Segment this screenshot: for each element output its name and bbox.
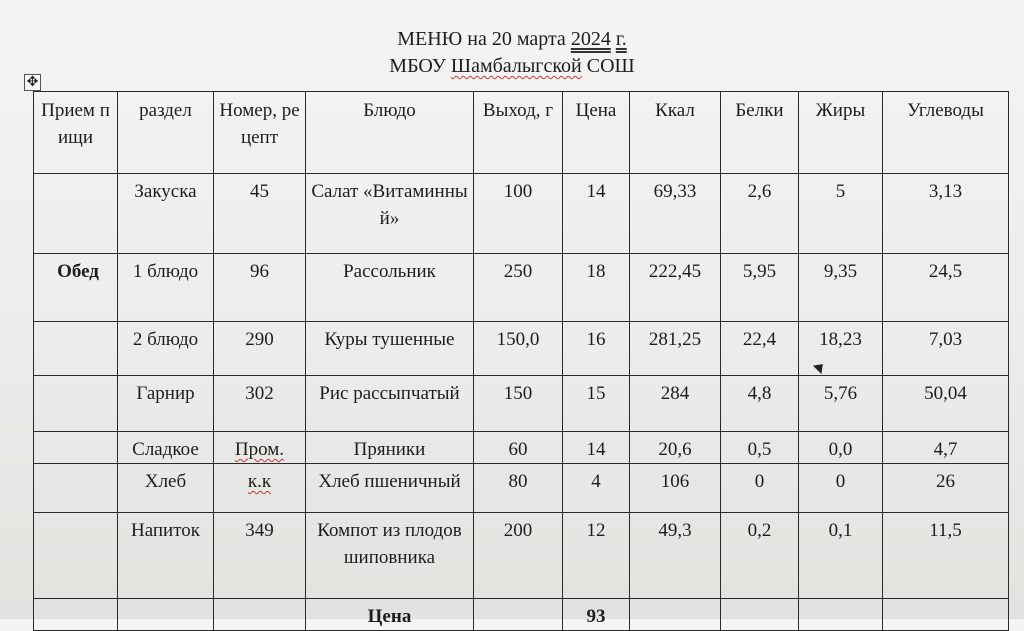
total-empty-cell — [721, 599, 799, 631]
cell-fat: 0,1 — [799, 513, 883, 599]
cell-carbs: 4,7 — [883, 432, 1009, 464]
cell-price: 15 — [563, 376, 630, 432]
school-name-prefix: МБОУ — [389, 55, 446, 77]
cell-dish: Пряники — [306, 432, 474, 464]
menu-title-year: 2024 — [570, 28, 611, 50]
school-name-main: Шамбалыгской — [450, 55, 582, 77]
cell-recipe: 45 — [214, 174, 306, 254]
total-empty-cell — [883, 599, 1009, 631]
cell-fat: 9,35 — [799, 254, 883, 322]
cell-carbs: 26 — [883, 464, 1009, 513]
cell-output: 100 — [474, 174, 563, 254]
cell-recipe: 290 — [214, 322, 306, 376]
total-price: 93 — [563, 599, 630, 631]
cell-kcal: 106 — [630, 464, 721, 513]
table-move-icon[interactable]: ✥ — [24, 74, 41, 91]
cell-fat: 0 — [799, 464, 883, 513]
cell-protein: 4,8 — [721, 376, 799, 432]
col-header-output: Выход, г — [474, 92, 563, 174]
cell-meal — [34, 432, 118, 464]
cell-recipe-text: к.к — [247, 471, 272, 492]
cell-price: 14 — [563, 174, 630, 254]
menu-title — [0, 27, 1024, 51]
cell-dish: Хлеб пшеничный — [306, 464, 474, 513]
col-header-fat: Жиры — [799, 92, 883, 174]
cell-kcal: 284 — [630, 376, 721, 432]
total-empty-cell — [34, 599, 118, 631]
col-header-meal: Прием пищи — [34, 92, 118, 174]
cell-carbs: 24,5 — [883, 254, 1009, 322]
cell-price: 18 — [563, 254, 630, 322]
cell-recipe: 96 — [214, 254, 306, 322]
cell-recipe-text: Пром. — [234, 439, 285, 460]
cell-fat: 0,0 — [799, 432, 883, 464]
cell-dish: Куры тушенные — [306, 322, 474, 376]
table-row — [34, 322, 1009, 376]
cell-section: Гарнир — [118, 376, 214, 432]
cell-protein: 0,5 — [721, 432, 799, 464]
menu-title-prefix: МЕНЮ на 20 марта — [397, 28, 566, 50]
cell-dish: Рис рассыпчатый — [306, 376, 474, 432]
cell-protein: 0,2 — [721, 513, 799, 599]
cell-price: 4 — [563, 464, 630, 513]
total-empty-cell — [474, 599, 563, 631]
cell-recipe — [214, 464, 306, 513]
col-header-protein: Белки — [721, 92, 799, 174]
school-name — [0, 54, 1024, 78]
table-row — [34, 432, 1009, 464]
cell-carbs: 50,04 — [883, 376, 1009, 432]
cell-kcal: 69,33 — [630, 174, 721, 254]
cell-carbs: 3,13 — [883, 174, 1009, 254]
cell-meal — [34, 376, 118, 432]
table-row — [34, 174, 1009, 254]
cell-kcal: 49,3 — [630, 513, 721, 599]
cell-fat: 18,23 — [799, 322, 883, 376]
cell-recipe: 302 — [214, 376, 306, 432]
cell-meal — [34, 322, 118, 376]
cell-output: 200 — [474, 513, 563, 599]
col-header-section: раздел — [118, 92, 214, 174]
total-label: Цена — [306, 599, 474, 631]
table-row — [34, 376, 1009, 432]
cell-meal: Обед — [34, 254, 118, 322]
cell-meal — [34, 513, 118, 599]
cell-section: 2 блюдо — [118, 322, 214, 376]
cell-price: 16 — [563, 322, 630, 376]
cell-section: Сладкое — [118, 432, 214, 464]
cell-kcal: 20,6 — [630, 432, 721, 464]
cell-output: 150 — [474, 376, 563, 432]
cell-dish: Салат «Витаминный» — [306, 174, 474, 254]
table-row — [34, 254, 1009, 322]
cell-protein: 22,4 — [721, 322, 799, 376]
school-name-suffix: СОШ — [586, 55, 635, 77]
cell-fat: 5,76 — [799, 376, 883, 432]
col-header-carbs: Углеводы — [883, 92, 1009, 174]
cell-section: Закуска — [118, 174, 214, 254]
cell-protein: 5,95 — [721, 254, 799, 322]
cell-protein: 0 — [721, 464, 799, 513]
total-empty-cell — [799, 599, 883, 631]
cell-kcal: 281,25 — [630, 322, 721, 376]
table-row — [34, 464, 1009, 513]
total-row — [34, 599, 1009, 631]
cell-kcal: 222,45 — [630, 254, 721, 322]
cell-carbs: 7,03 — [883, 322, 1009, 376]
cell-dish: Компот из плодов шиповника — [306, 513, 474, 599]
cell-meal — [34, 174, 118, 254]
cell-dish: Рассольник — [306, 254, 474, 322]
total-empty-cell — [214, 599, 306, 631]
cell-protein: 2,6 — [721, 174, 799, 254]
total-empty-cell — [118, 599, 214, 631]
cell-output: 60 — [474, 432, 563, 464]
col-header-dish: Блюдо — [306, 92, 474, 174]
cell-output: 250 — [474, 254, 563, 322]
cell-section: Напиток — [118, 513, 214, 599]
cell-recipe: 349 — [214, 513, 306, 599]
col-header-price: Цена — [563, 92, 630, 174]
cell-price: 12 — [563, 513, 630, 599]
col-header-recipe: Номер, рецепт — [214, 92, 306, 174]
cell-fat: 5 — [799, 174, 883, 254]
total-empty-cell — [630, 599, 721, 631]
cell-price: 14 — [563, 432, 630, 464]
cell-output: 80 — [474, 464, 563, 513]
cell-carbs: 11,5 — [883, 513, 1009, 599]
menu-title-suffix: г. — [615, 28, 627, 50]
cell-section: Хлеб — [118, 464, 214, 513]
table-header-row — [34, 92, 1009, 174]
cell-meal — [34, 464, 118, 513]
col-header-kcal: Ккал — [630, 92, 721, 174]
table-row — [34, 513, 1009, 599]
cell-output: 150,0 — [474, 322, 563, 376]
cell-section: 1 блюдо — [118, 254, 214, 322]
menu-table — [33, 91, 1009, 631]
cell-recipe — [214, 432, 306, 464]
